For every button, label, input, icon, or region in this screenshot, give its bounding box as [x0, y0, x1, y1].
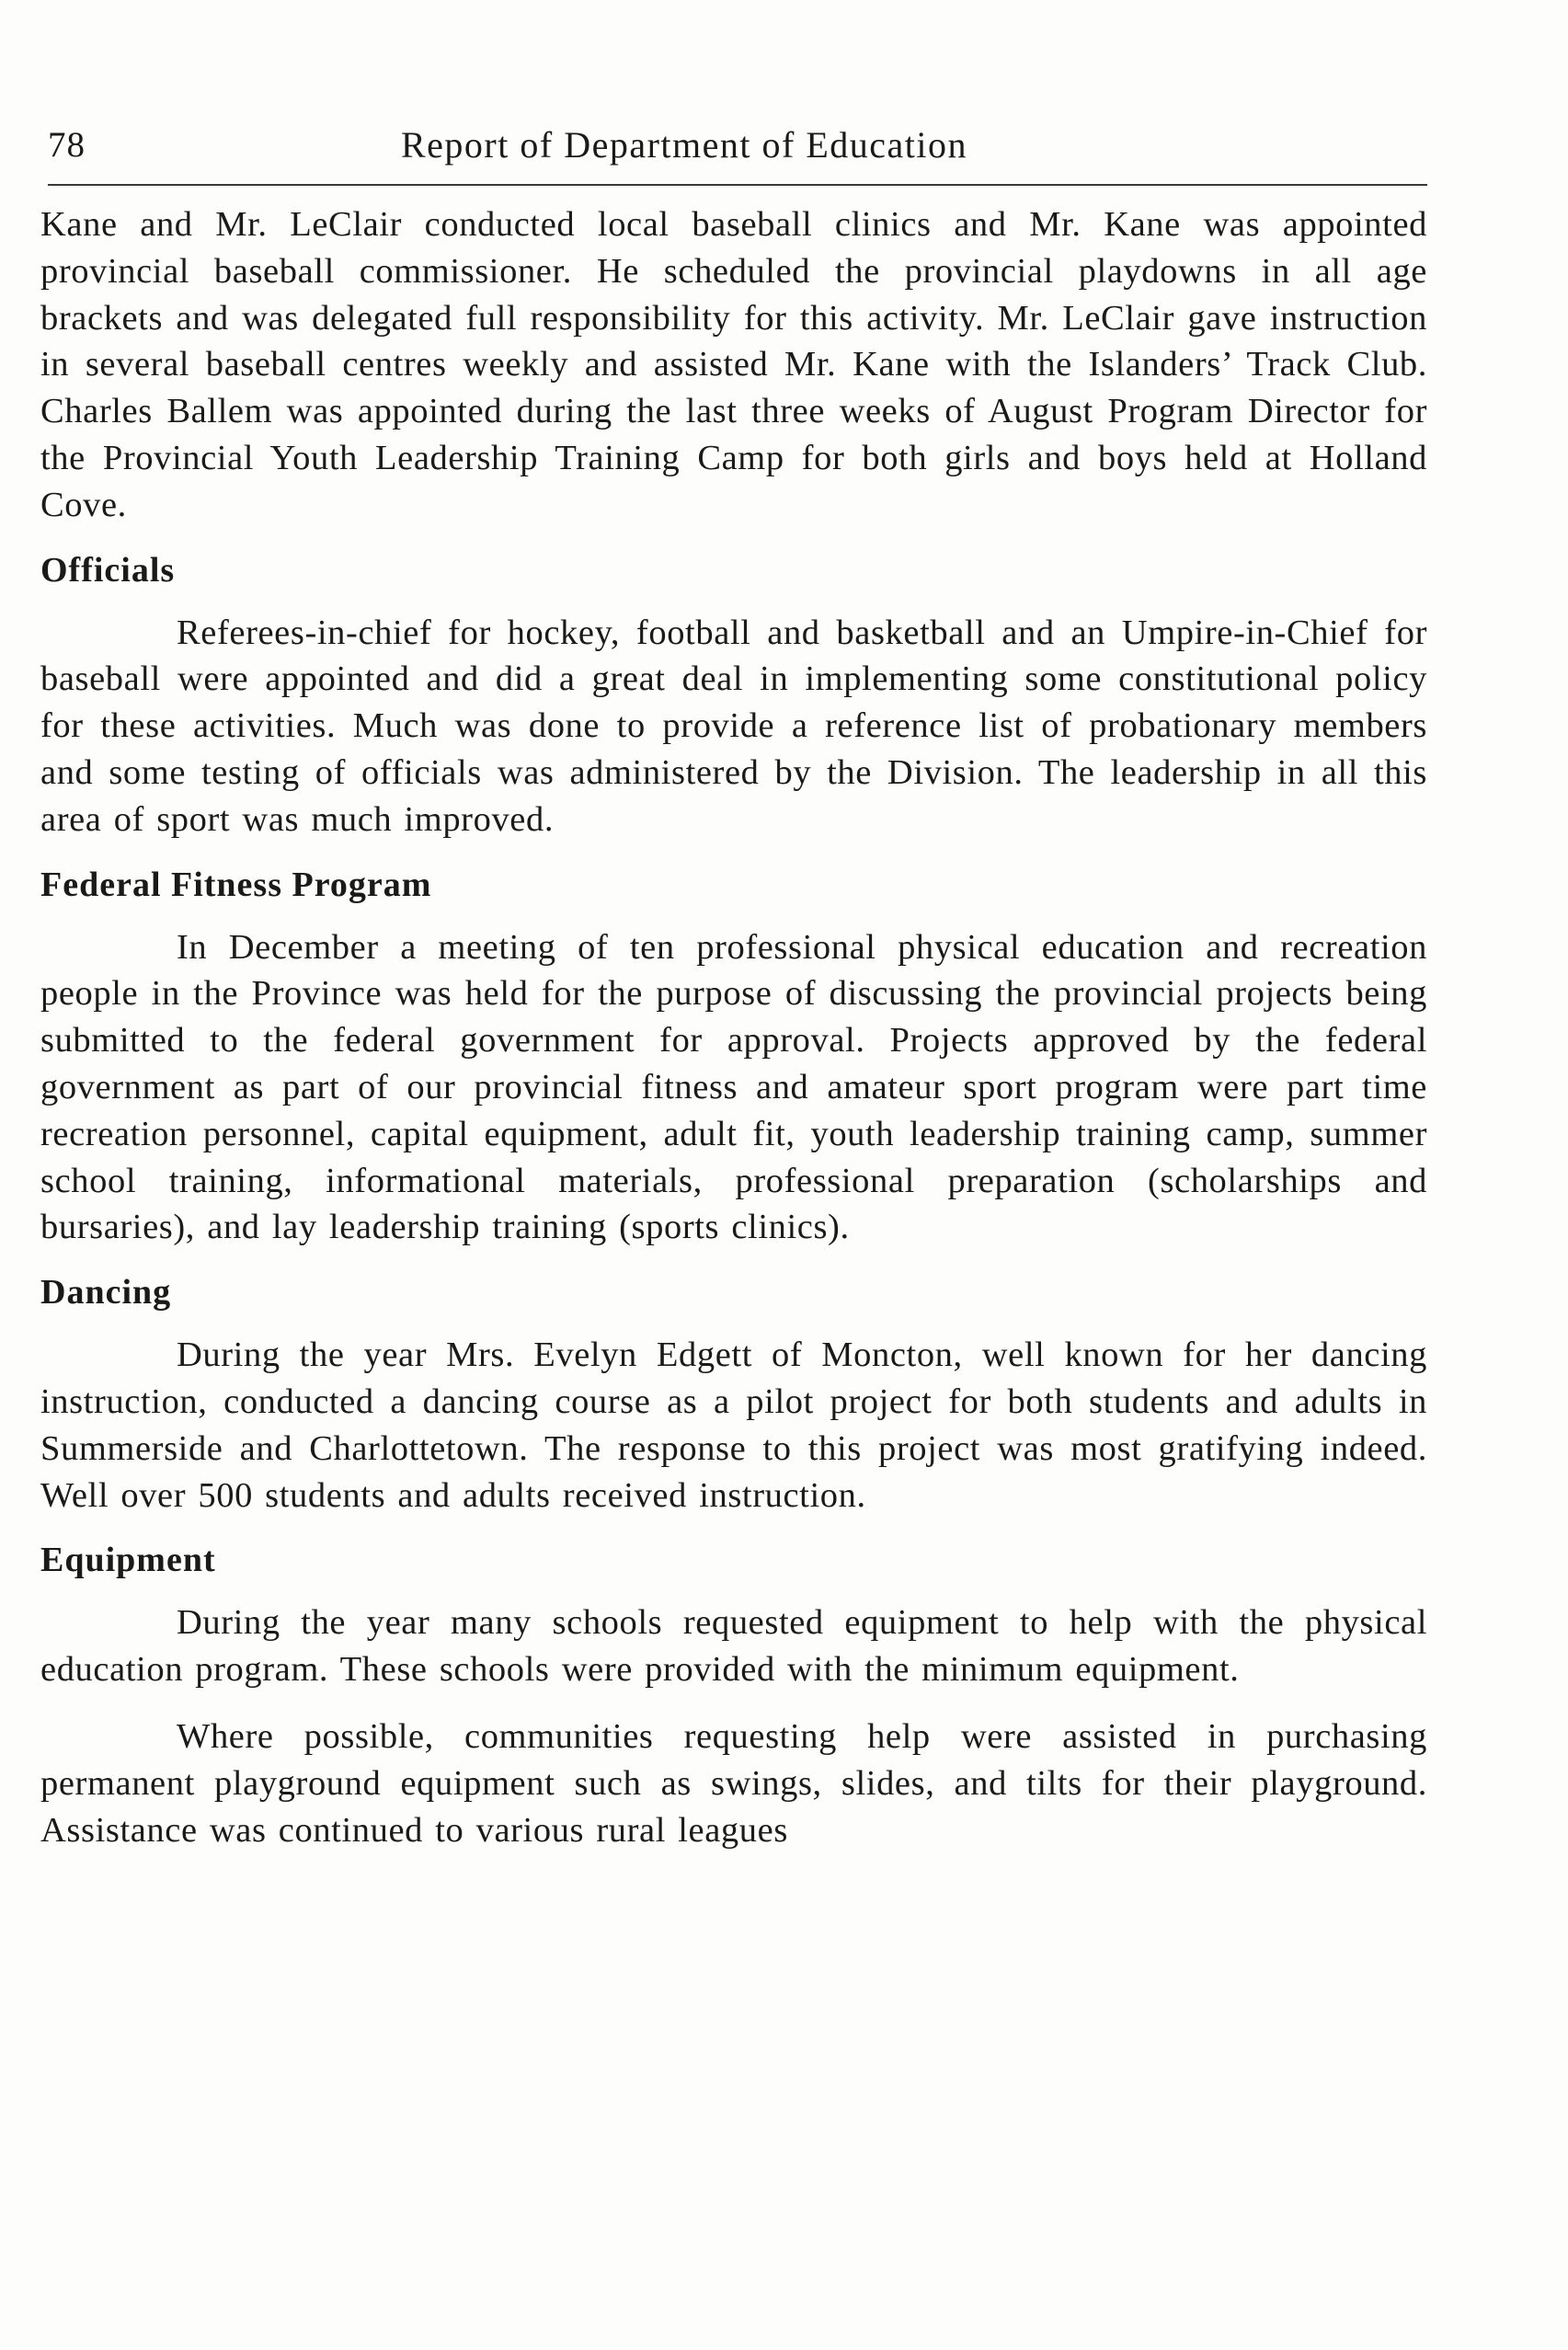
equipment-heading: Equipment	[40, 1541, 216, 1580]
federal-fitness-paragraph: In December a meeting of ten professional physical education and recreation people in the Province was held for the purpose of discussing the provincial projects being submitted to the federal government for approval. Projects approved by the federal government as part of our provincial fitness and amateur sport program were part time recreation personnel, capital equipment, adult fit, youth leadership training camp, summer school training, informational materials, professional preparation (scholarships and bursaries), and lay leadership training (sports clinics).	[40, 927, 1427, 1247]
equipment-paragraph-1: During the year many schools requested equipment to help with the physical education program. These schools were provided with the minimum equipment.	[40, 1603, 1427, 1690]
federal-fitness-heading: Federal Fitness Program	[40, 865, 432, 904]
intro-paragraph: Kane and Mr. LeClair conducted local baseball clinics and Mr. Kane was appointed provincial baseball commissioner. He scheduled the provincial playdowns in all age brackets and was delegated full responsibility for this activity. Mr. LeClair gave instruction in several baseball centres weekly and assisted Mr. Kane with the Islanders’ Track Club. Charles Ballem was appointed during the last three weeks of August Program Director for the Provincial Youth Leadership Training Camp for both girls and boys held at Holland Cove.	[40, 205, 1427, 524]
equipment-paragraph-2: Where possible, communities requesting help were assisted in purchasing permanent playground equipment such as swings, slides, and tilts for their playground. Assistance was continued to various rural leagues	[40, 1716, 1427, 1850]
page-header	[48, 118, 1425, 173]
officials-heading: Officials	[40, 550, 176, 590]
dancing-heading: Dancing	[40, 1273, 172, 1313]
body-text	[40, 201, 1427, 1853]
officials-paragraph: Referees-in-chief for hockey, football and basketball and an Umpire-in-Chief for baseball were appointed and did a great deal in implementing some constitutional policy for these activities. Much was done to provide a reference list of probationary members and some testing of officials was administered by the Division. The leadership in all this area of sport was much improved.	[40, 613, 1427, 839]
running-title: Report of Department of Education	[401, 124, 967, 166]
page-number: 78	[48, 125, 86, 165]
header-divider	[48, 184, 1427, 186]
dancing-paragraph: During the year Mrs. Evelyn Edgett of Moncton, well known for her dancing instruction, conducted a dancing course as a pilot project for both students and adults in Summerside and Charlottetown. The response to this project was most gratifying indeed. Well over 500 students and adults received instruction.	[40, 1335, 1427, 1515]
